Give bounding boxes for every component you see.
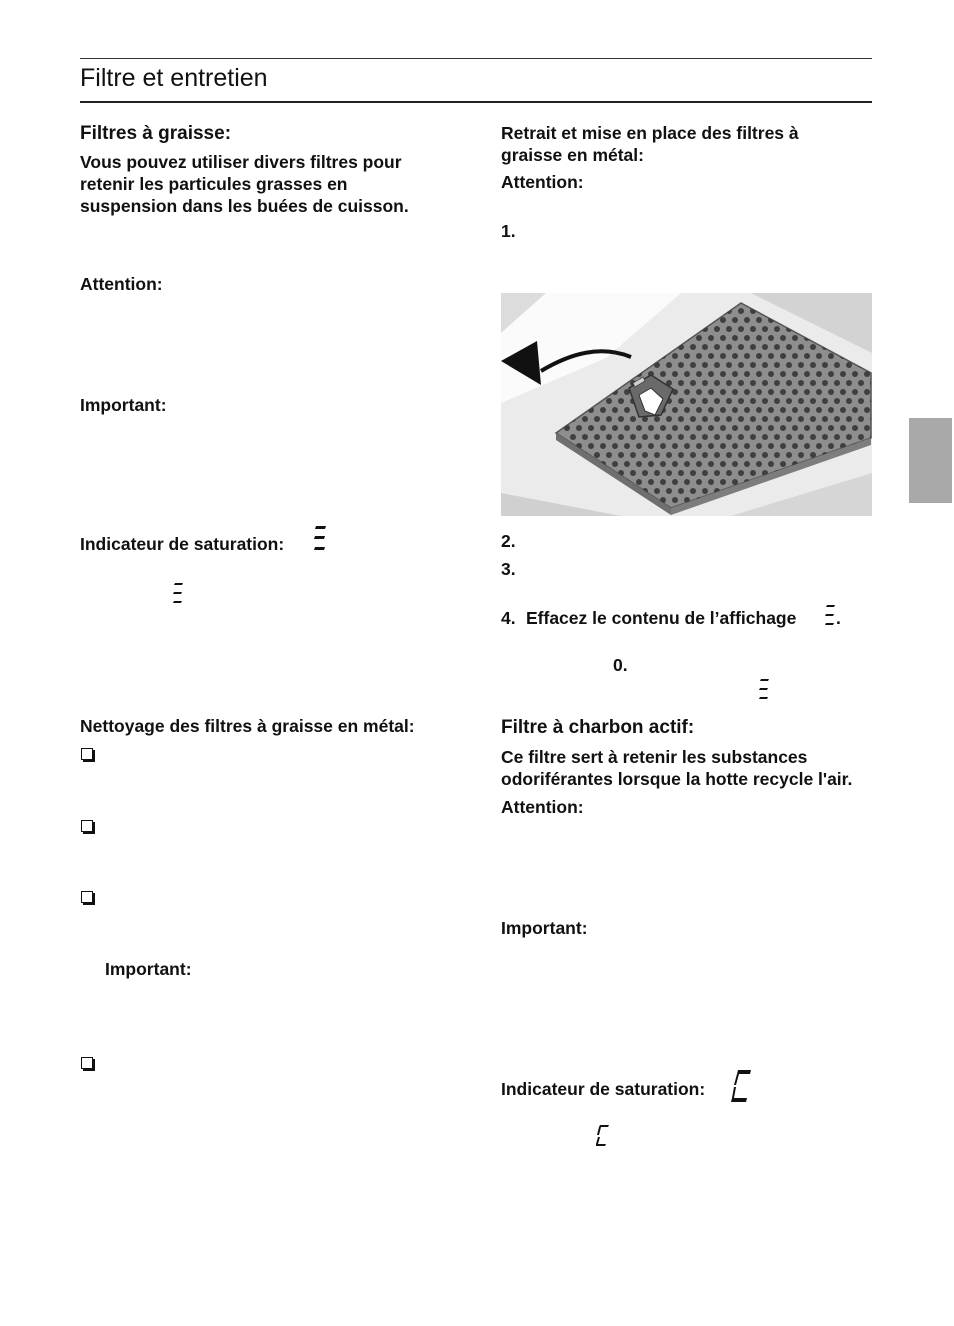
step-4-period: . bbox=[836, 608, 841, 628]
important-label: Important: bbox=[80, 395, 167, 415]
grease-saturation-indicator-icon bbox=[313, 524, 329, 554]
grease-intro bbox=[80, 151, 460, 217]
grease-indicator-small-icon bbox=[172, 582, 185, 606]
grease-saturation-label: Indicateur de saturation: bbox=[80, 534, 285, 554]
charcoal-filter-heading: Filtre à charbon actif: bbox=[501, 717, 695, 738]
checkbox-icon bbox=[81, 748, 93, 760]
attention-label-right: Attention: bbox=[501, 172, 584, 192]
cleaning-heading: Nettoyage des filtres à graisse en métal: bbox=[80, 716, 415, 736]
grease-filters-heading: Filtres à graisse: bbox=[80, 123, 232, 144]
attention-label: Attention: bbox=[80, 274, 163, 294]
step-4-number: 4. bbox=[501, 608, 516, 628]
removal-heading bbox=[501, 122, 871, 166]
step-2-number: 2. bbox=[501, 531, 516, 551]
header-top-rule bbox=[80, 58, 872, 59]
attention-label-charcoal: Attention: bbox=[501, 797, 584, 817]
charcoal-intro bbox=[501, 746, 881, 790]
page-title: Filtre et entretien bbox=[80, 64, 268, 92]
checkbox-icon bbox=[81, 1057, 93, 1069]
step-4-text: Effacez le contenu de l’affichage bbox=[526, 608, 797, 628]
charcoal-intro-line: Ce filtre sert à retenir les substances bbox=[501, 747, 808, 767]
filter-removal-illustration bbox=[501, 293, 872, 516]
grease-intro-line: Vous pouvez utiliser divers filtres pour bbox=[80, 152, 402, 172]
checkbox-icon bbox=[81, 820, 93, 832]
grease-intro-line: suspension dans les buées de cuisson. bbox=[80, 196, 409, 216]
charcoal-saturation-label: Indicateur de saturation: bbox=[501, 1079, 706, 1099]
zero-label: 0. bbox=[613, 655, 628, 675]
grease-intro-line: retenir les particules grasses en bbox=[80, 174, 348, 194]
step-1-number: 1. bbox=[501, 221, 516, 241]
checkbox-icon bbox=[81, 891, 93, 903]
removal-heading-line: graisse en métal: bbox=[501, 145, 644, 165]
header-bottom-rule bbox=[80, 101, 872, 103]
removal-heading-line: Retrait et mise en place des filtres à bbox=[501, 123, 799, 143]
charcoal-intro-line: odoriférantes lorsque la hotte recycle l'air. bbox=[501, 769, 853, 789]
charcoal-saturation-indicator-icon bbox=[731, 1068, 753, 1104]
important-label-charcoal: Important: bbox=[501, 918, 588, 938]
grease-indicator-small-icon bbox=[758, 677, 771, 701]
charcoal-indicator-small-icon bbox=[596, 1124, 610, 1148]
step-3-number: 3. bbox=[501, 559, 516, 579]
important-indented-label: Important: bbox=[105, 959, 192, 979]
section-side-tab bbox=[909, 418, 952, 503]
